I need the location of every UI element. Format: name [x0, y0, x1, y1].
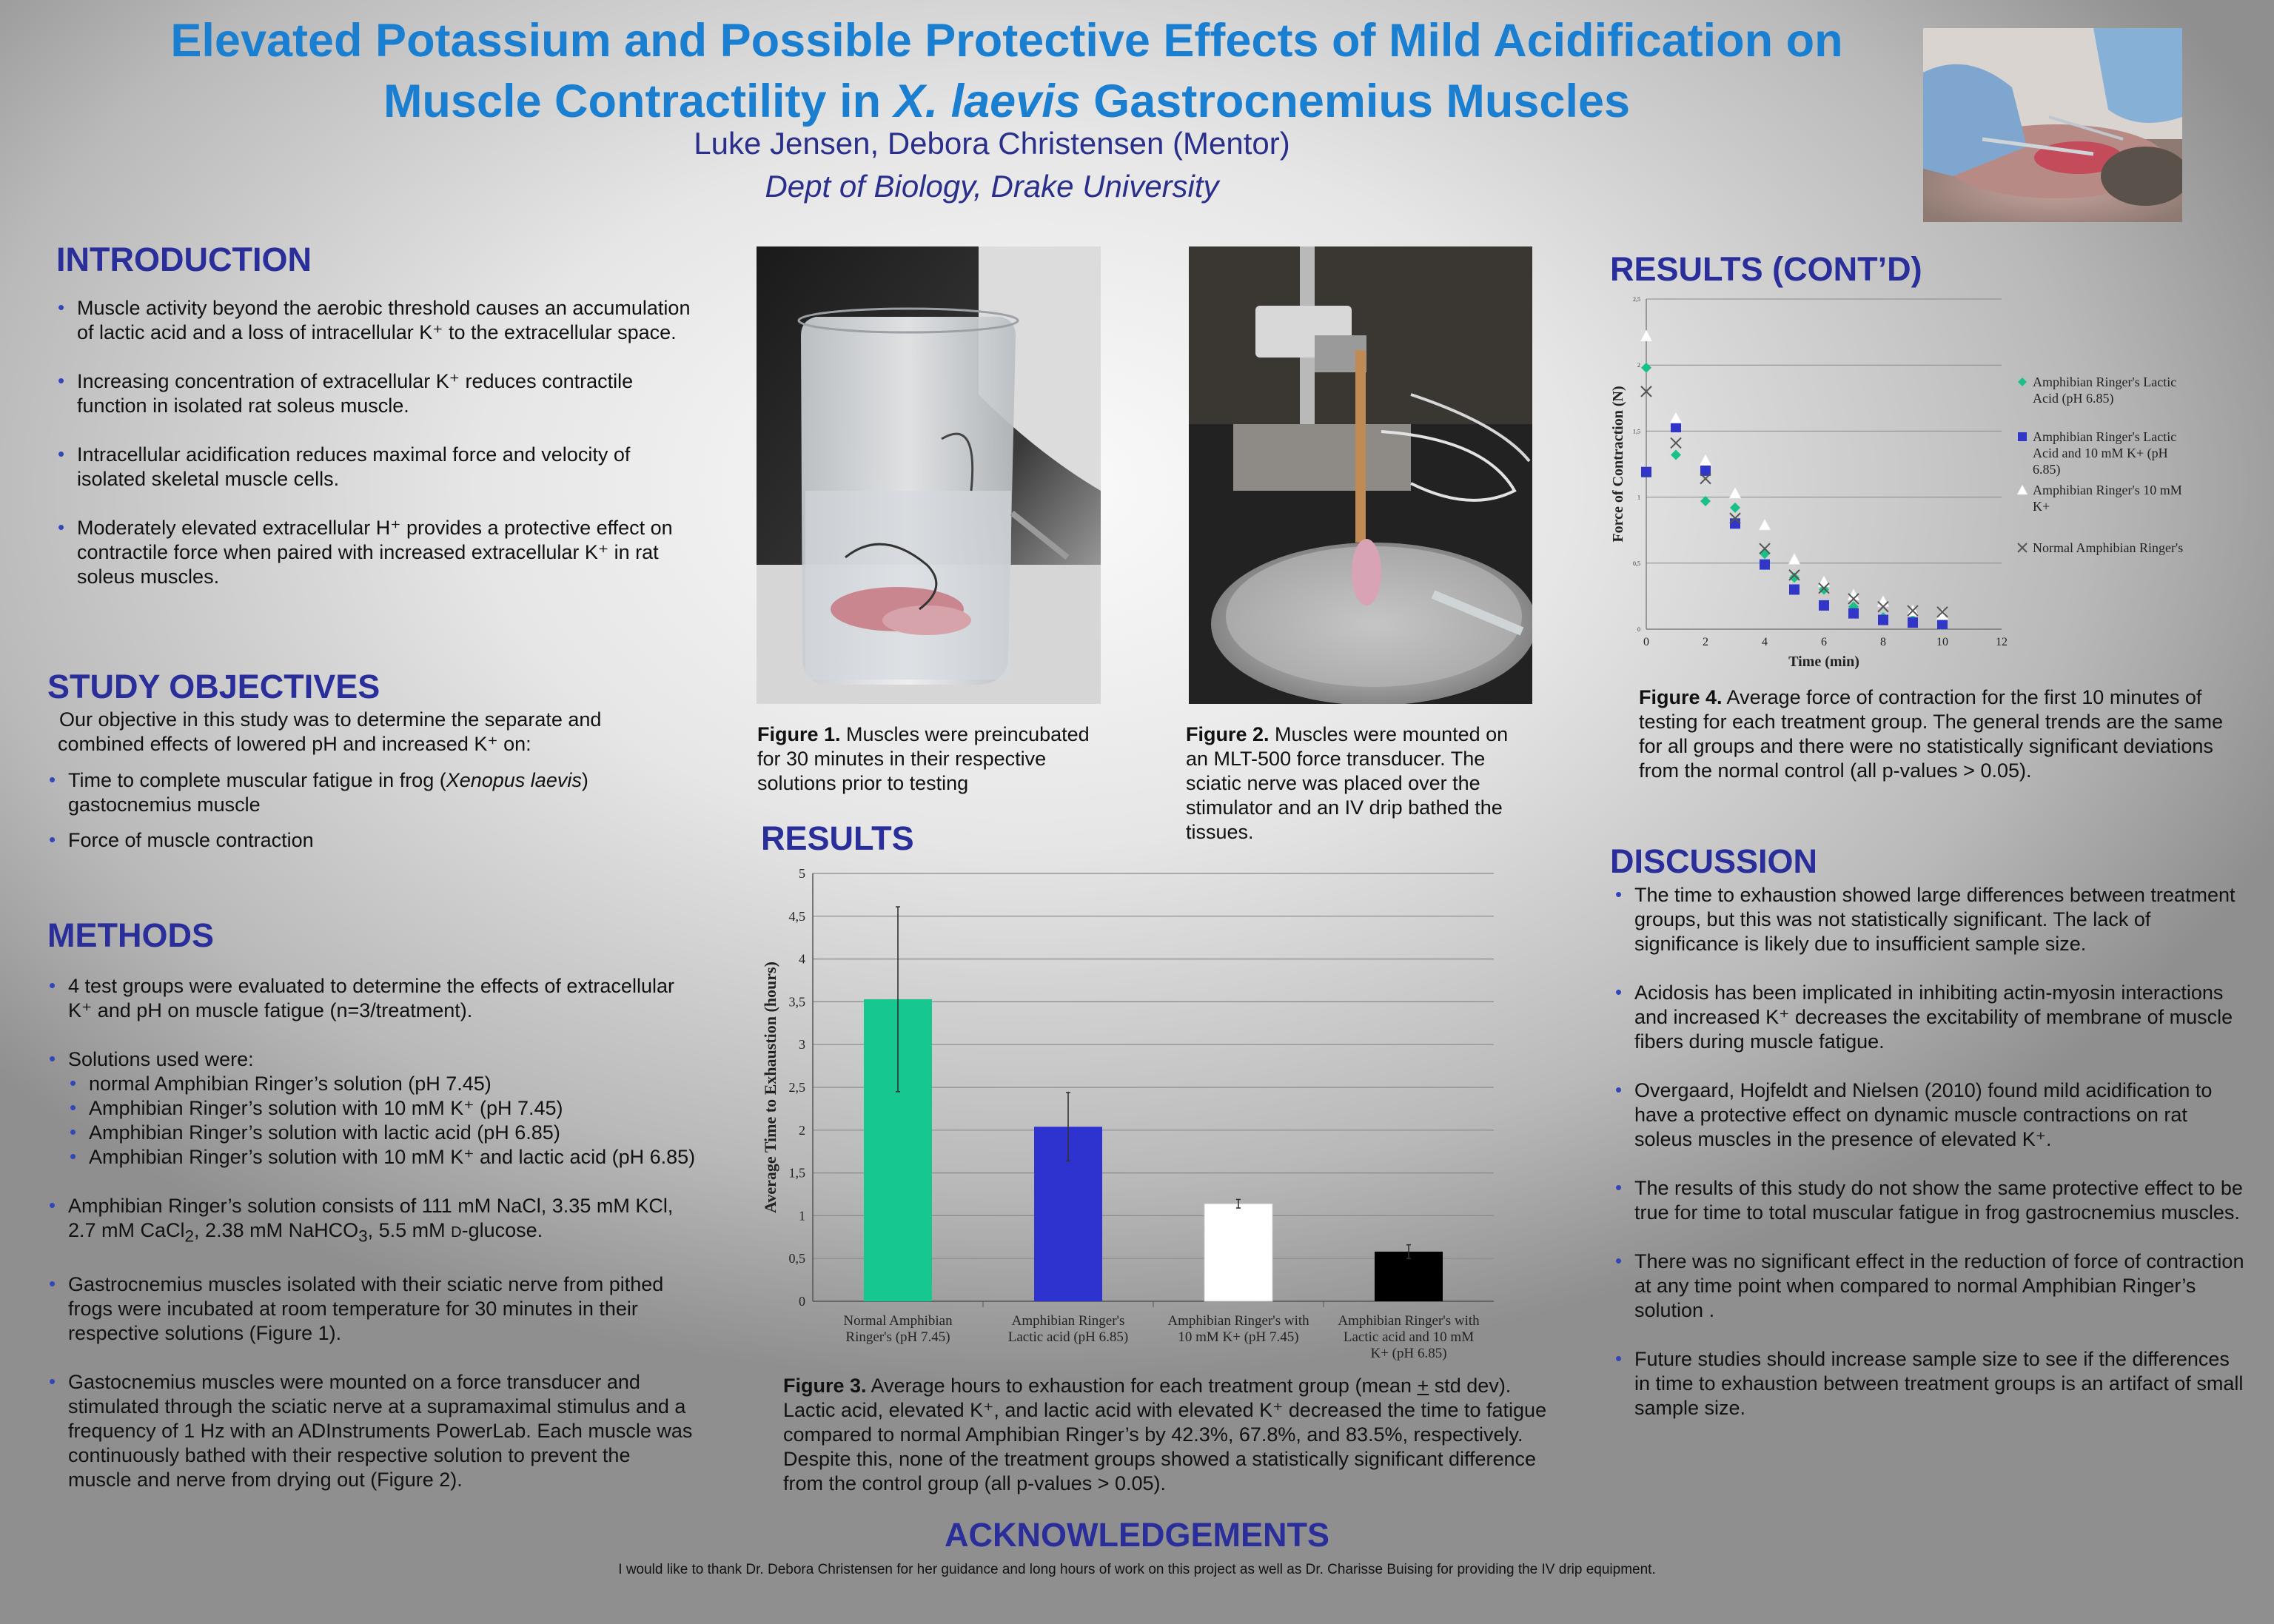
data-point-square: [1848, 608, 1859, 619]
list-item: • Increasing concentration of extracellular K⁺ reduces contractile function in isolated rat soleus muscle.: [56, 369, 693, 418]
figure-3-label: Figure 3.: [783, 1375, 867, 1397]
data-point-diamond: [1641, 363, 1651, 373]
list-item: • Amphibian Ringer’s solution with lactic acid (pH 6.85): [68, 1121, 699, 1145]
x-tick-label: Lactic acid (pH 6.85): [1007, 1329, 1129, 1345]
ringer-composition-c: , 5.5 mM: [367, 1219, 452, 1241]
acknowledgements-heading: ACKNOWLEDGEMENTS: [945, 1516, 1329, 1554]
y-tick-label: 5: [799, 866, 805, 881]
data-point-triangle: [1877, 596, 1889, 607]
figure-1-photo: [757, 246, 1101, 704]
list-item: [47, 1194, 699, 1248]
list-item: [47, 768, 640, 817]
ringer-composition-sub1: 2: [184, 1227, 195, 1246]
results-heading: RESULTS: [761, 819, 914, 857]
data-point-triangle: [1640, 330, 1652, 341]
x-tick-label: 6: [1821, 636, 1827, 648]
x-tick-label: Lactic acid and 10 mM: [1343, 1329, 1475, 1345]
figure-2-photo: [1189, 246, 1532, 704]
data-point-square: [1730, 518, 1740, 529]
list-item: • Amphibian Ringer’s solution with 10 mM K⁺ (pH 7.45): [68, 1096, 699, 1121]
time-to-exhaustion-chart: [761, 859, 1510, 1369]
dissection-photo-art: [1923, 28, 2182, 222]
list-item: • Force of muscle contraction: [47, 828, 640, 853]
y-tick-label: 1: [799, 1208, 805, 1224]
data-point-triangle: [1670, 412, 1682, 423]
solutions-list: [68, 1072, 699, 1170]
x-tick-label: Amphibian Ringer's with: [1338, 1313, 1480, 1329]
poster-title: [44, 10, 1969, 132]
title-line-2-start: Muscle Contractility in: [383, 76, 894, 127]
data-point-square: [1908, 617, 1918, 628]
x-tick-label: Normal Amphibian: [843, 1313, 953, 1329]
x-tick-label: 12: [1996, 636, 2008, 648]
y-tick-label: 3: [799, 1037, 805, 1053]
data-point-triangle: [1788, 553, 1800, 564]
figure-3-text-a: Average hours to exhaustion for each treatment group (mean: [866, 1375, 1418, 1397]
ringer-composition-b: , 2.38 mM NaHCO: [194, 1219, 359, 1241]
figure-4-label: Figure 4.: [1639, 686, 1723, 708]
y-tick-label: 2: [799, 1122, 805, 1138]
y-tick-label: 2: [1637, 362, 1640, 369]
data-point-diamond: [2018, 378, 2027, 386]
legend-label: Amphibian Ringer's Lactic: [2033, 429, 2177, 444]
list-item: • Overgaard, Hojfeldt and Nielsen (2010) found mild acidification to have a protective effect on dynamic muscle contractions on rat soleus muscles in the presence of elevated K⁺.: [1614, 1078, 2250, 1152]
data-point-square: [1819, 600, 1829, 611]
data-point-triangle: [2017, 485, 2028, 494]
ringer-composition-sub2: 3: [358, 1227, 368, 1246]
figure-2-caption: [1186, 722, 1526, 845]
y-axis-label: Average Time to Exhaustion (hours): [761, 962, 779, 1213]
introduction-heading: INTRODUCTION: [56, 241, 312, 278]
ringer-composition-smallcap: D: [451, 1224, 462, 1241]
objectives-heading: STUDY OBJECTIVES: [47, 668, 380, 705]
objectives-list: [47, 768, 640, 853]
figure-1-caption: [757, 722, 1105, 796]
dissection-photo: [1923, 28, 2182, 222]
list-item: • 4 test groups were evaluated to determine the effects of extracellular K⁺ and pH on muscle fatigue (n=3/treatment).: [47, 974, 699, 1023]
objective-1-start: Time to complete muscular fatigue in frog (: [68, 769, 446, 791]
data-point-diamond: [1671, 450, 1681, 460]
list-item: • Muscle activity beyond the aerobic threshold causes an accumulation of lactic acid and a loss of intracellular K⁺ to the extracellular space.: [56, 296, 693, 345]
y-tick-label: 2,5: [1633, 296, 1640, 303]
legend-label: Amphibian Ringer's 10 mM: [2033, 483, 2182, 497]
data-point-square: [1789, 584, 1800, 594]
acknowledgements-text: I would like to thank Dr. Debora Christensen for her guidance and long hours of work on this project as well as Dr. Charisse Buising for providing the IV drip equipment.: [618, 1562, 1656, 1577]
x-axis-label: Time (min): [1788, 654, 1859, 670]
y-tick-label: 1: [1637, 494, 1640, 501]
ringer-composition-a: Amphibian Ringer’s solution consists of 111 mM NaCl, 3.35 mM KCl, 2.7 mM CaCl: [68, 1195, 674, 1241]
y-tick-label: 0,5: [1633, 560, 1640, 567]
methods-body: [47, 974, 699, 1492]
list-item: • Future studies should increase sample size to see if the differences in time to exhaustion between treatment groups is an artifact of small sample size.: [1614, 1347, 2250, 1420]
ringer-composition-d: -glucose.: [461, 1219, 543, 1241]
x-tick-label: Amphibian Ringer's: [1011, 1313, 1125, 1329]
list-item: • Acidosis has been implicated in inhibiting actin-myosin interactions and increased K⁺ decreases the excitability of membrane of muscle fibers during muscle fatigue.: [1614, 981, 2250, 1054]
data-point-square: [1760, 560, 1770, 570]
discussion-list: [1614, 883, 2250, 1420]
y-tick-label: 3,5: [788, 994, 805, 1010]
list-item: • Moderately elevated extracellular H⁺ provides a protective effect on contractile force when paired with increased extracellular K⁺ in rat soleus muscles.: [56, 516, 693, 589]
discussion-heading: DISCUSSION: [1610, 842, 1818, 880]
figure-2-label: Figure 2.: [1186, 723, 1270, 745]
methods-heading: METHODS: [47, 916, 214, 954]
data-point-square: [1641, 467, 1651, 477]
figure-1-text: Muscles were preincubated for 30 minutes in their respective solutions prior to testing: [757, 723, 1090, 794]
figure-3-caption: [783, 1374, 1568, 1496]
data-point-square: [1671, 422, 1681, 432]
x-tick-label: Ringer's (pH 7.45): [845, 1329, 950, 1345]
list-item: • There was no significant effect in the reduction of force of contraction at any time point when compared to normal Amphibian Ringer’s solution .: [1614, 1249, 2250, 1323]
solutions-intro: Solutions used were:: [68, 1048, 254, 1070]
title-line-2-end: Gastrocnemius Muscles: [1080, 76, 1631, 127]
figure-1-label: Figure 1.: [757, 723, 841, 745]
bar: [1375, 1252, 1443, 1301]
data-point-square: [1937, 619, 1948, 629]
department: Dept of Biology, Drake University: [765, 169, 1219, 204]
list-item: • Gastocnemius muscles were mounted on a force transducer and stimulated through the sciatic nerve at a supramaximal stimulus and a frequency of 1 Hz with an ADInstruments PowerLab. Each muscle was continuously bathed with their respective solution to prevent the muscle and nerve from drying out (Figure 2).: [47, 1370, 699, 1492]
list-item: • Gastrocnemius muscles isolated with their sciatic nerve from pithed frogs were incubated at room temperature for 30 minutes in their respective solutions (Figure 1).: [47, 1272, 699, 1346]
list-item: • The time to exhaustion showed large differences between treatment groups, but this was not statistically significant. The lack of significance is likely due to insufficient sample size.: [1614, 883, 2250, 956]
data-point-triangle: [1759, 519, 1771, 530]
list-item: [47, 1047, 699, 1170]
title-line-2: [44, 71, 1969, 132]
x-tick-label: 2: [1703, 636, 1708, 648]
y-tick-label: 4: [799, 951, 805, 967]
data-point-triangle: [1700, 454, 1711, 466]
authors: Luke Jensen, Debora Christensen (Mentor): [694, 126, 1290, 161]
results-contd-heading: RESULTS (CONT’D): [1610, 250, 1922, 288]
objective-1-species: Xenopus laevis: [446, 769, 582, 791]
y-tick-label: 4,5: [788, 908, 805, 924]
figure-2-text: Muscles were mounted on an MLT-500 force transducer. The sciatic nerve was placed over the stimulator and an IV drip bathed the tissues.: [1186, 723, 1509, 843]
legend-label: Acid and 10 mM K+ (pH: [2033, 446, 2168, 460]
x-tick-label: 8: [1880, 636, 1886, 648]
objective-1-end: ) gastocnemius muscle: [68, 769, 588, 816]
legend-label: Acid (pH 6.85): [2033, 391, 2114, 406]
objectives-intro: Our objective in this study was to determine the separate and combined effects of lowered pH and increased K⁺ on:: [58, 708, 602, 755]
list-item: • Amphibian Ringer’s solution with 10 mM K⁺ and lactic acid (pH 6.85): [68, 1145, 699, 1170]
y-tick-label: 2,5: [788, 1080, 805, 1095]
transducer-photo-art: [1189, 246, 1532, 704]
legend-label: 6.85): [2033, 462, 2061, 477]
title-species: X. laevis: [893, 76, 1081, 127]
x-tick-label: K+ (pH 6.85): [1370, 1346, 1447, 1361]
bar: [1204, 1204, 1272, 1301]
data-point-square: [2018, 432, 2027, 441]
data-point-square: [1878, 615, 1888, 625]
x-tick-label: 10 mM K+ (pH 7.45): [1178, 1329, 1299, 1345]
x-tick-label: 10: [1936, 636, 1948, 648]
data-point-triangle: [1729, 487, 1741, 498]
x-tick-label: 0: [1643, 636, 1649, 648]
list-item: • The results of this study do not show the same protective effect to be true for time to total muscular fatigue in frog gastrocnemius muscles.: [1614, 1176, 2250, 1225]
data-point-triangle: [1818, 576, 1830, 587]
introduction-list: [56, 296, 693, 589]
figure-3-text-b: std dev). Lactic acid, elevated K⁺, and lactic acid with elevated K⁺ decreased the time to fatigue compared to normal Amphibian Ringer’s by 42.3%, 67.8%, and 83.5%, respectively. Despite this, none of the treatment groups showed a statistically significant difference from the control group (all p-values > 0.05).: [783, 1375, 1547, 1494]
data-point-diamond: [1730, 503, 1740, 513]
legend-label: K+: [2033, 499, 2050, 514]
x-tick-label: Amphibian Ringer's with: [1167, 1313, 1309, 1329]
y-tick-label: 1,5: [1633, 428, 1640, 435]
y-tick-label: 0: [1637, 626, 1640, 633]
methods-list: [47, 974, 699, 1492]
y-tick-label: 0,5: [788, 1251, 805, 1266]
figure-4-text: Average force of contraction for the first 10 minutes of testing for each treatment group. The general trends are the same for all groups and there were no statistically significant deviations from the normal control (all p-values > 0.05).: [1639, 686, 2223, 782]
data-point-diamond: [1760, 548, 1770, 559]
figure-3-plusminus: +: [1417, 1375, 1429, 1397]
list-item: • normal Amphibian Ringer’s solution (pH 7.45): [68, 1072, 699, 1096]
data-point-triangle: [1936, 608, 1948, 620]
y-tick-label: 1,5: [788, 1165, 805, 1181]
legend-label: Normal Amphibian Ringer's: [2033, 540, 2184, 555]
y-axis-label: Force of Contraction (N): [1610, 386, 1626, 543]
list-item: • Intracellular acidification reduces maximal force and velocity of isolated skeletal muscle cells.: [56, 443, 693, 491]
x-tick-label: 4: [1762, 636, 1768, 648]
legend-label: Amphibian Ringer's Lactic: [2033, 375, 2177, 389]
force-of-contraction-chart: [1608, 293, 2222, 678]
y-tick-label: 0: [799, 1294, 805, 1309]
figure-4-caption: [1639, 685, 2231, 783]
beaker-photo-art: [757, 246, 1101, 704]
title-line-1: Elevated Potassium and Possible Protective Effects of Mild Acidification on: [170, 15, 1843, 67]
